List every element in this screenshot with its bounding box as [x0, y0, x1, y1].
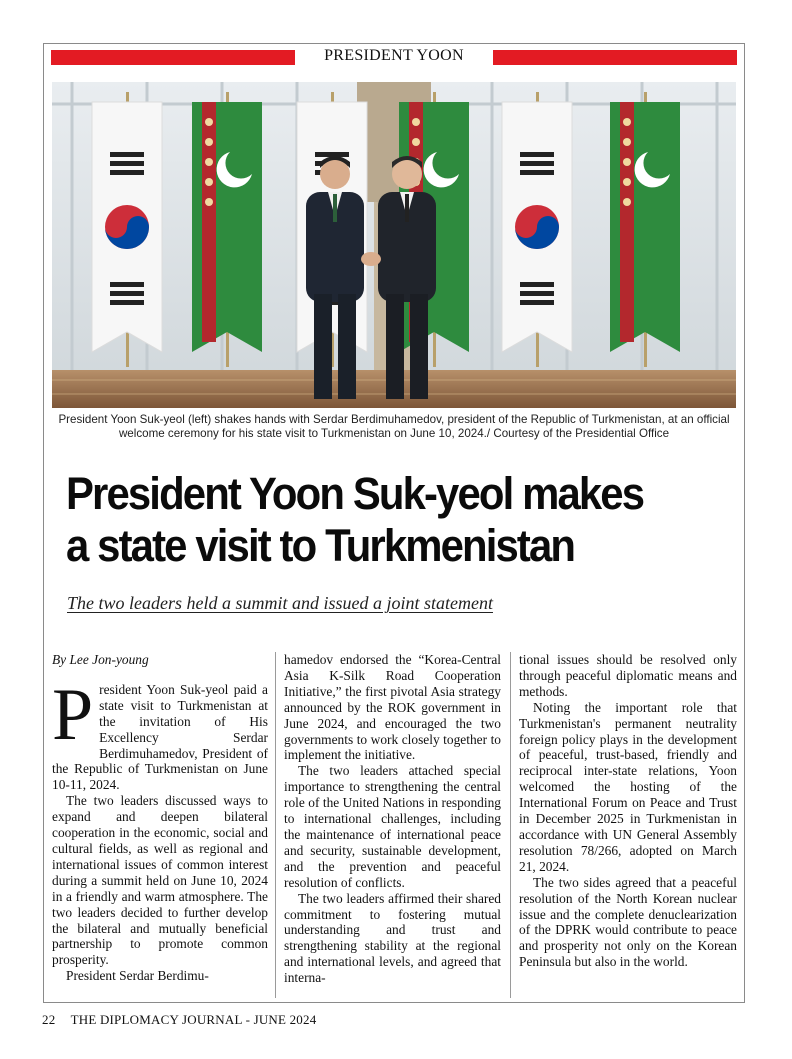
drop-cap: P [52, 673, 94, 756]
publication-name: THE DIPLOMACY JOURNAL - JUNE 2024 [70, 1012, 317, 1027]
article-headline [66, 468, 698, 572]
column-divider-1 [275, 652, 276, 998]
article-column-3 [519, 652, 737, 970]
lead-paragraph [52, 673, 268, 793]
paragraph-5-start: The two leaders affirmed their shared commitment to fostering mutual understanding and trust and strengthening stability at the regional and international levels, and agreed that interna- [284, 890, 501, 986]
article-column-2 [284, 652, 501, 986]
page-footer [42, 1012, 316, 1028]
paragraph-3-start: President Serdar Berdimu- [66, 968, 209, 984]
article-column-1 [52, 652, 268, 984]
paragraph-6: Noting the important role that Turkmenistan's permanent neutrality foreign policy plays in the development of peaceful, trust-based, friendly and reciprocal inter-state relations, Yoon welcomed the hosting of the International Forum on Peace and Trust in December 2025 in Turkmenistan in accordance with UN General Assembly resolution 78/266, adopted on March 21, 2024. [519, 699, 737, 874]
column-divider-2 [510, 652, 511, 998]
lead-text: resident Yoon Suk-yeol paid a state visit to Turkmenistan at the invitation of His Excellency Serdar Berdimuhamedov, President of the Republic of Turkmenistan on June 10-11, 2024. [52, 681, 268, 793]
article-subhead: The two leaders held a summit and issued a joint statement [67, 593, 493, 613]
paragraph-3-cont: hamedov endorsed the “Korea-Central Asia K-Silk Road Cooperation Initiative,” the first pivotal Asia strategy announced by the ROK government in June 2024, and encouraged the two governments to work closely together to implement the initiative. [284, 652, 501, 763]
paragraph-5-cont: tional issues should be resolved only through peaceful diplomatic means and methods. [519, 652, 737, 699]
section-bar-right [493, 50, 737, 65]
section-header [51, 49, 737, 67]
section-label: PRESIDENT YOON [324, 47, 464, 64]
page-number: 22 [42, 1012, 56, 1027]
article-photo [52, 82, 736, 408]
byline: By Lee Jon-young [52, 652, 149, 667]
section-bar-left [51, 50, 295, 65]
paragraph-2: The two leaders discussed ways to expand and deepen bilateral cooperation in the economic, social and cultural fields, as well as regional and international issues of common interest during a summit held on June 10, 2024 in a friendly and warm atmosphere. The two leaders decided to further develop the bilateral and mutually beneficial partnership to promote common prosperity. [52, 793, 268, 968]
headline-line-2: a state visit to Turkmenistan [66, 520, 575, 571]
paragraph-7: The two sides agreed that a peaceful resolution of the North Korean nuclear issue and the complete denuclearization of the DPRK would contribute to peace and prosperity not only on the Korean Peninsula but also in the world. [519, 874, 737, 970]
headline-line-1: President Yoon Suk-yeol makes [66, 468, 644, 519]
photo-caption: President Yoon Suk-yeol (left) shakes hands with Serdar Berdimuhamedov, president of the Republic of Turkmenistan, at an official welcome ceremony for his state visit to Turkmenistan on June 10, 2024./ Courtesy of the Presidential Office [58, 413, 730, 440]
paragraph-4: The two leaders attached special importance to strengthening the central role of the United Nations in responding to international challenges, including the maintenance of international peace and security, sustainable development, and the prevention and peaceful resolution of conflicts. [284, 763, 501, 890]
